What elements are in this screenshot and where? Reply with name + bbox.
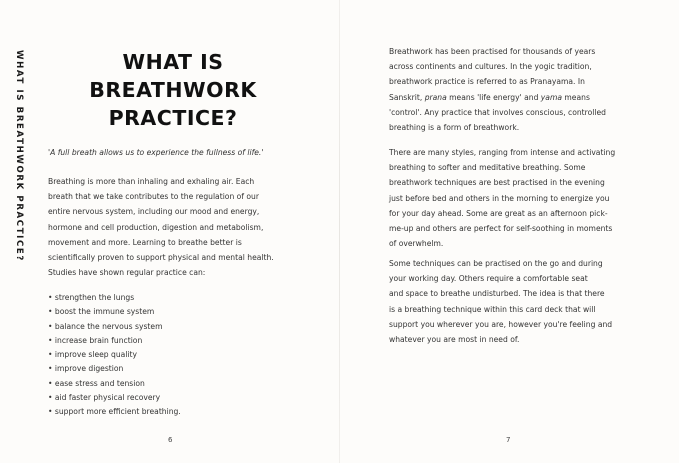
list-item: • strengthen the lungs	[48, 293, 135, 302]
list-item: • support more efficient breathing.	[48, 407, 181, 417]
text-line: whatever you are most in need of.	[389, 335, 520, 345]
running-side-title: WHAT IS BREATHWORK PRACTICE?	[14, 50, 24, 262]
text-run: means 'life energy' and	[446, 92, 541, 102]
techniques-paragraph	[389, 256, 629, 347]
text-line: support you wherever you are, however you're feeling and	[389, 319, 613, 329]
heading-line: WHAT IS	[122, 50, 224, 74]
text-line	[389, 90, 629, 105]
left-page	[48, 0, 310, 463]
text-line: breathwork techniques are best practised in the evening	[389, 178, 605, 188]
epigraph-quote: 'A full breath allows us to experience the fullness of life.'	[48, 148, 264, 157]
page-number-left: 6	[168, 436, 173, 444]
page-gutter	[339, 0, 340, 463]
text-line: breathwork practice is referred to as Pranayama. In	[389, 77, 585, 87]
benefits-list	[48, 291, 181, 420]
text-line: entire nervous system, including our mood and energy,	[48, 207, 260, 217]
text-line: across continents and cultures. In the yogic tradition,	[389, 62, 592, 72]
text-line: breathing is a form of breathwork.	[389, 123, 520, 133]
text-line: is a breathing technique within this card deck that will	[389, 304, 596, 314]
list-item: • ease stress and tension	[48, 378, 145, 388]
page-heading	[48, 48, 298, 132]
heading-line: PRACTICE?	[108, 106, 238, 130]
text-line: just before bed and others in the morning to energize you	[389, 193, 610, 203]
list-item: • improve digestion	[48, 364, 124, 374]
text-line: breath that we take contributes to the regulation of our	[48, 192, 259, 202]
list-item: • increase brain function	[48, 335, 143, 345]
text-line: 'control'. Any practice that involves conscious, controlled	[389, 107, 606, 117]
list-item: • boost the immune system	[48, 307, 155, 317]
list-item: • improve sleep quality	[48, 350, 138, 360]
text-line: of overwhelm.	[389, 239, 444, 249]
intro-paragraph	[48, 174, 310, 280]
text-line: Breathing is more than inhaling and exhaling air. Each	[48, 177, 255, 186]
list-item: • aid faster physical recovery	[48, 393, 161, 403]
text-line: breathing to softer and meditative breathing. Some	[389, 163, 586, 173]
text-line: and space to breathe undisturbed. The idea is that there	[389, 289, 605, 299]
right-page	[389, 0, 629, 463]
list-item: • balance the nervous system	[48, 321, 163, 331]
text-line: scientifically proven to support physical and mental health.	[48, 253, 274, 263]
text-line: your working day. Others require a comfortable seat	[389, 274, 588, 284]
page-number-right: 7	[506, 436, 511, 444]
text-line: Breathwork has been practised for thousands of years	[389, 47, 596, 56]
text-run: means	[562, 92, 590, 102]
styles-paragraph	[389, 145, 629, 251]
text-line: There are many styles, ranging from intense and activating	[389, 148, 616, 157]
term-yama: yama	[540, 92, 562, 102]
heading-line: BREATHWORK	[89, 78, 257, 102]
text-line: me-up and others are perfect for self-soothing in moments	[389, 224, 613, 234]
text-line: Some techniques can be practised on the go and during	[389, 259, 603, 268]
history-paragraph	[389, 44, 629, 135]
term-prana: prana	[424, 92, 447, 102]
text-line: Studies have shown regular practice can:	[48, 268, 206, 278]
text-line: movement and more. Learning to breathe better is	[48, 237, 242, 247]
text-line: for your day ahead. Some are great as an afternoon pick-	[389, 208, 608, 218]
text-run: Sanskrit,	[389, 92, 425, 102]
text-line: hormone and cell production, digestion and metabolism,	[48, 222, 264, 232]
